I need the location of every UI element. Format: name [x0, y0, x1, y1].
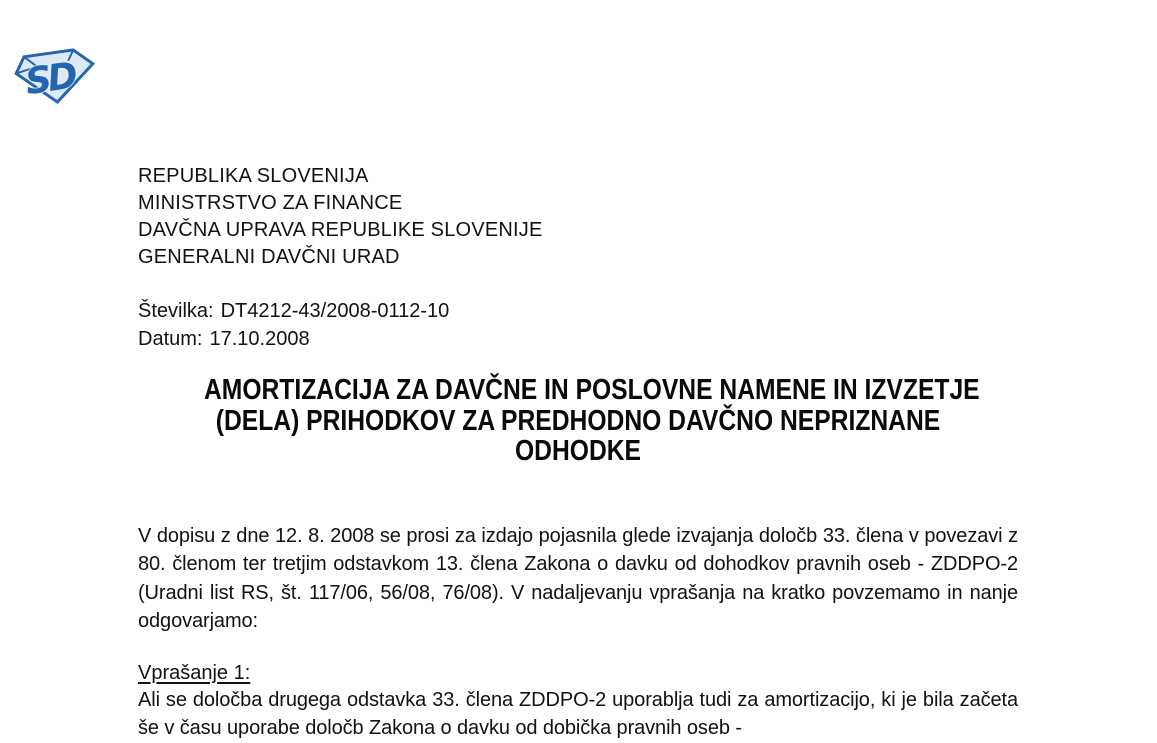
document-number-label: Številka:	[138, 300, 214, 322]
document-meta	[138, 297, 449, 353]
letterhead	[138, 163, 543, 271]
document-title-line-3: ODHODKE	[514, 435, 641, 467]
document-title-line-2: (DELA) PRIHODKOV ZA PREDHODNO DAVČNO NEPRIZNANE	[215, 404, 941, 437]
letterhead-line-ministry: MINISTRSTVO ZA FINANCE	[138, 192, 403, 214]
document-title-line-1: AMORTIZACIJA ZA DAVČNE IN POSLOVNE NAMENE IN IZVZETJE	[204, 374, 980, 406]
document-number-row	[138, 297, 449, 325]
logo-letters: SD	[22, 53, 77, 104]
intro-paragraph: V dopisu z dne 12. 8. 2008 se prosi za izdajo pojasnila glede izvajanja določb 33. člena v povezavi z 80. členom ter tretjim odstavkom 13. člena Zakona o davku od dohodkov pravnih oseb - ZDDPO-2 (Uradni list RS, št. 117/06, 56/08, 76/08). V nadaljevanju vprašanja na kratko povzemamo in nanje odgovarjamo:	[138, 525, 1018, 632]
document-number-value: DT4212-43/2008-0112-10	[220, 300, 450, 322]
question-1-heading: Vprašanje 1:	[138, 662, 251, 684]
document-date-label: Datum:	[138, 328, 203, 350]
question-1-text: Ali se določba drugega odstavka 33. člena ZDDPO-2 uporablja tudi za amortizacijo, ki je bila začeta še v času uporabe določb Zakona o davku od dobička pravnih oseb -	[138, 689, 1018, 740]
letterhead-line-country: REPUBLIKA SLOVENIJA	[138, 165, 369, 187]
document-date-value: 17.10.2008	[209, 328, 310, 350]
document-title	[138, 375, 1018, 467]
document-date-row	[138, 325, 449, 353]
letterhead-line-administration: DAVČNA UPRAVA REPUBLIKE SLOVENIJE	[138, 219, 543, 241]
letterhead-line-office: GENERALNI DAVČNI URAD	[138, 246, 400, 268]
durs-logo	[12, 47, 97, 104]
